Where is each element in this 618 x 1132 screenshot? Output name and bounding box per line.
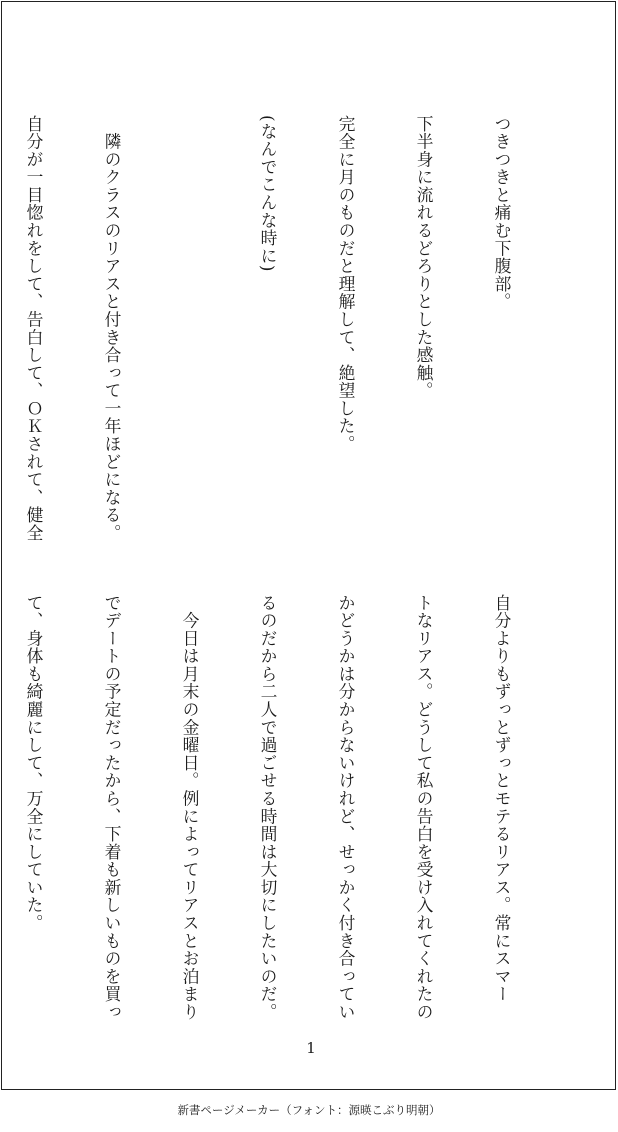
- page-frame: [1, 1, 616, 1090]
- footer-credit: 新書ページメーカー（フォント：源暎こぶり明朝）: [177, 1103, 441, 1117]
- text-block-top: [0, 115, 567, 542]
- text-line: つきつきと痛む下腹部。: [492, 115, 512, 311]
- text-line: て、身体も綺麗にして、万全にしていた。: [24, 594, 44, 933]
- text-line: 下半身に流れるどろりとした感触。: [414, 115, 434, 400]
- text-line: 今日は月末の金曜日。例によってリアスとお泊まり: [180, 594, 200, 1021]
- page-number: 1: [306, 1039, 316, 1057]
- text-line: (なんでこんな時に): [258, 115, 278, 273]
- text-line: 完全に月のものだと理解して、絶望した。: [336, 115, 356, 454]
- text-line: 隣のクラスのリアスと付き合って一年ほどになる。: [102, 115, 122, 542]
- text-line: 自分よりもずっとずっとモテるリアス。常にスマー: [492, 594, 512, 1004]
- text-line: [177, 115, 203, 535]
- text-line: 自分が一目惚れをして、告白して、ＯＫされて、健全: [24, 115, 44, 542]
- text-line: トなリアス。どうして私の告白を受け入れてくれたの: [414, 594, 434, 1021]
- text-line: るのだから二人で過ごせる時間は大切にしたいのだ。: [258, 594, 278, 1021]
- text-block-bottom: [0, 594, 567, 1021]
- text-line: でデートの予定だったから、下着も新しいものを買っ: [102, 594, 122, 1021]
- text-line: かどうかは分からないけれど、せっかく付き合ってい: [336, 594, 356, 1021]
